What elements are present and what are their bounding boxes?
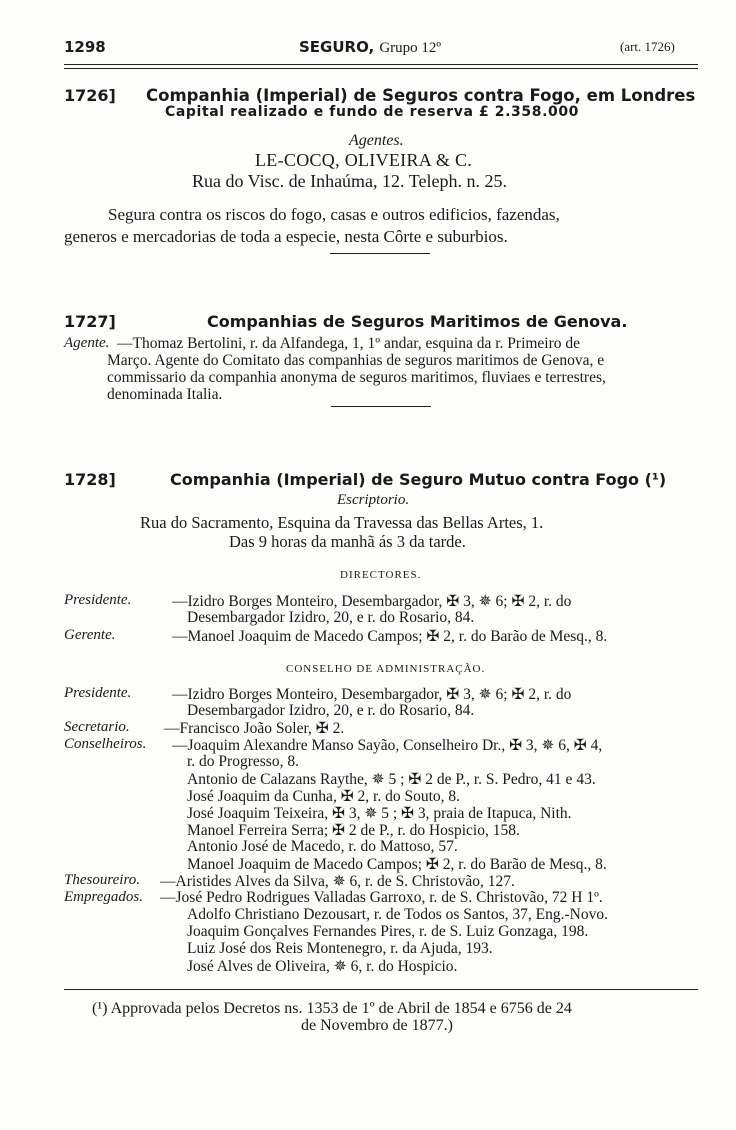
- person-line: —Joaquim Alexandre Manso Sayão, Conselheiro Dr., ✠ 3, ✵ 6, ✠ 4,: [172, 737, 603, 754]
- footnote-line: (¹) Approvada pelos Decretos ns. 1353 de 1º de Abril de 1854 e 6756 de 24: [92, 1000, 572, 1017]
- description-line: Segura contra os riscos do fogo, casas e outros edificios, fazendas,: [108, 205, 560, 224]
- role-label: Conselheiros.: [64, 736, 147, 752]
- person-line: Antonio José de Macedo, r. do Mattoso, 57.: [187, 838, 458, 855]
- role-label: Secretario.: [64, 719, 130, 735]
- person-line: Desembargador Izidro, 20, e r. do Rosario, 84.: [187, 609, 475, 626]
- office-hours: Das 9 horas da manhã ás 3 da tarde.: [229, 532, 466, 551]
- person-line: —Izidro Borges Monteiro, Desembargador, ✠ 3, ✵ 6; ✠ 2, r. do: [172, 686, 572, 703]
- entry-title: Companhias de Seguros Maritimos de Genova.: [207, 312, 628, 331]
- section-title: SEGURO,: [299, 38, 375, 56]
- office-address: Rua do Sacramento, Esquina da Travessa das Bellas Artes, 1.: [140, 513, 544, 532]
- entry-number: 1727]: [64, 312, 116, 331]
- agent-text-line: denominada Italia.: [107, 386, 223, 403]
- person-line: Desembargador Izidro, 20, e r. do Rosario, 84.: [187, 702, 475, 719]
- person-line: Manoel Joaquim de Macedo Campos; ✠ 2, r. do Barão de Mesq., 8.: [187, 856, 607, 873]
- divider: [330, 253, 430, 254]
- role-label: Thesoureiro.: [64, 872, 140, 888]
- council-heading: CONSELHO DE ADMINISTRAÇÃO.: [286, 663, 486, 675]
- description-line: generos e mercadorias de toda a especie, nesta Côrte e suburbios.: [64, 227, 508, 246]
- person-line: Adolfo Christiano Dezousart, r. de Todos os Santos, 37, Eng.-Novo.: [187, 906, 608, 923]
- running-title: [299, 37, 441, 57]
- agent-text-line: commissario da companhia anonyma de seguros maritimos, fluviaes e terrestres,: [107, 369, 606, 386]
- agent-text-line: Março. Agente do Comitato das companhias de seguros maritimos de Genova, e: [107, 352, 605, 369]
- capital-line: Capital realizado e fundo de reserva £ 2.358.000: [165, 104, 580, 120]
- agent-label: Agente.: [64, 335, 110, 351]
- agent-name: LE-COCQ, OLIVEIRA & C.: [255, 150, 473, 170]
- role-label: Presidente.: [64, 592, 132, 608]
- agent-text-line: —Thomaz Bertolini, r. da Alfandega, 1, 1º andar, esquina da r. Primeiro de: [117, 335, 581, 352]
- agent-address: Rua do Visc. de Inhaúma, 12. Teleph. n. 25.: [192, 171, 507, 191]
- directors-heading: DIRECTORES.: [340, 569, 422, 581]
- article-ref: (art. 1726): [620, 39, 675, 54]
- header-rule: [64, 64, 698, 69]
- person-line: José Joaquim Teixeira, ✠ 3, ✵ 5 ; ✠ 3, praia de Itapuca, Nith.: [187, 805, 572, 822]
- page-number: 1298: [64, 38, 106, 56]
- person-line: —Aristides Alves da Silva, ✵ 6, r. de S. Christovão, 127.: [160, 873, 515, 890]
- person-line: Manoel Ferreira Serra; ✠ 2 de P., r. do Hospicio, 158.: [187, 822, 520, 839]
- group-label: Grupo 12º: [379, 40, 442, 56]
- person-line: José Alves de Oliveira, ✵ 6, r. do Hospicio.: [187, 958, 458, 975]
- role-label: Empregados.: [64, 889, 144, 905]
- person-line: Joaquim Gonçalves Fernandes Pires, r. de S. Luiz Gonzaga, 198.: [187, 923, 589, 940]
- person-line: —Izidro Borges Monteiro, Desembargador, ✠ 3, ✵ 6; ✠ 2, r. do: [172, 593, 572, 610]
- agents-label: Agentes.: [349, 132, 404, 149]
- person-line: —José Pedro Rodrigues Valladas Garroxo, r. de S. Christovão, 72 H 1º.: [160, 889, 603, 906]
- office-label: Escriptorio.: [337, 492, 410, 508]
- role-label: Gerente.: [64, 627, 116, 643]
- divider: [331, 406, 431, 407]
- person-line: —Francisco João Soler, ✠ 2.: [164, 720, 345, 737]
- footnote-rule: [64, 989, 698, 990]
- person-line: Luiz José dos Reis Montenegro, r. da Ajuda, 193.: [187, 940, 493, 957]
- person-line: Antonio de Calazans Raythe, ✵ 5 ; ✠ 2 de P., r. S. Pedro, 41 e 43.: [187, 771, 596, 788]
- footnote-line: de Novembro de 1877.): [301, 1017, 453, 1034]
- entry-number: 1726]: [64, 86, 116, 105]
- entry-number: 1728]: [64, 470, 116, 489]
- person-line: r. do Progresso, 8.: [187, 753, 299, 770]
- role-label: Presidente.: [64, 685, 132, 701]
- person-line: José Joaquim da Cunha, ✠ 2, r. do Souto, 8.: [187, 788, 461, 805]
- entry-title: Companhia (Imperial) de Seguros contra Fogo, em Londres: [146, 86, 696, 105]
- person-line: —Manoel Joaquim de Macedo Campos; ✠ 2, r. do Barão de Mesq., 8.: [172, 628, 608, 645]
- entry-title: Companhia (Imperial) de Seguro Mutuo contra Fogo (¹): [170, 470, 667, 489]
